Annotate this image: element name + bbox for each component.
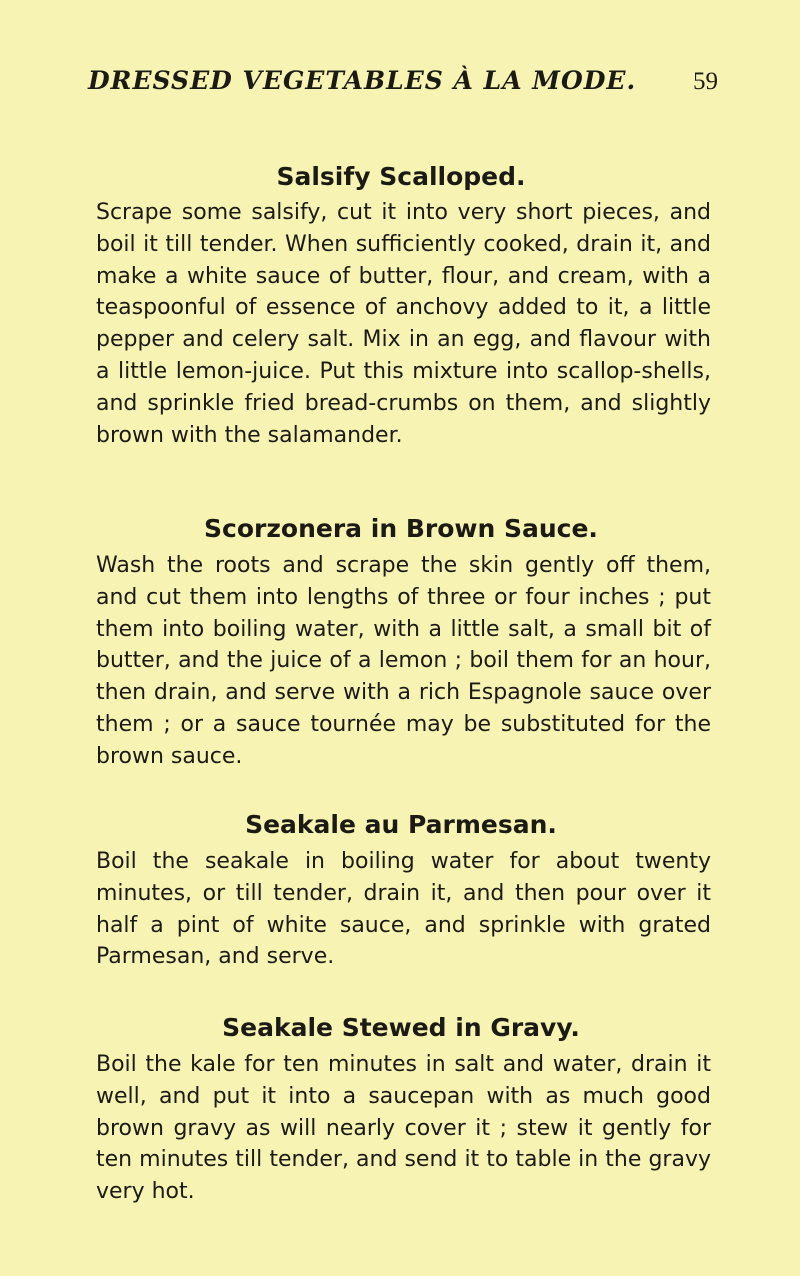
recipe-title-scorzonera-brown-sauce: Scorzonera in Brown Sauce.	[204, 514, 598, 543]
recipe-body-seakale-au-parmesan: Boil the seakale in boiling water for about twenty minutes, or till tender, drain it, and then pour over it half a pint of white sauce, and sprinkle with grated Parmesan, and serve.	[96, 849, 711, 970]
recipe-title-seakale-stewed-in-gravy: Seakale Stewed in Gravy.	[222, 1013, 580, 1042]
running-title: DRESSED VEGETABLES À LA MODE.	[88, 66, 637, 95]
running-head	[88, 58, 718, 106]
page-number: 59	[693, 68, 718, 95]
recipe-title-seakale-au-parmesan: Seakale au Parmesan.	[245, 810, 557, 839]
recipe-title-salsify-scalloped: Salsify Scalloped.	[276, 162, 526, 191]
recipe-body-scorzonera-brown-sauce: Wash the roots and scrape the skin gently off them, and cut them into lengths of three or four inches ; put them into boiling water, with a little salt, a small bit of butter, and the juice of a lemon ; boil them for an hour, then drain, and serve with a rich Espagnole sauce over them ; or a sauce tournée may be substituted for the brown sauce.	[96, 553, 711, 769]
recipe-body-seakale-stewed-in-gravy: Boil the kale for ten minutes in salt and water, drain it well, and put it into a saucepan with as much good brown gravy as will nearly cover it ; stew it gently for ten minutes till tender, and send it to table in the gravy very hot.	[96, 1052, 711, 1205]
recipe-body-salsify-scalloped: Scrape some salsify, cut it into very short pieces, and boil it till tender. When sufficiently cooked, drain it, and make a white sauce of butter, flour, and cream, with a teaspoonful of essence of anchovy added to it, a little pepper and celery salt. Mix in an egg, and flavour with a little lemon-juice. Put this mixture into scallop-shells, and sprinkle fried bread-crumbs on them, and slightly brown with the salamander.	[96, 200, 711, 448]
